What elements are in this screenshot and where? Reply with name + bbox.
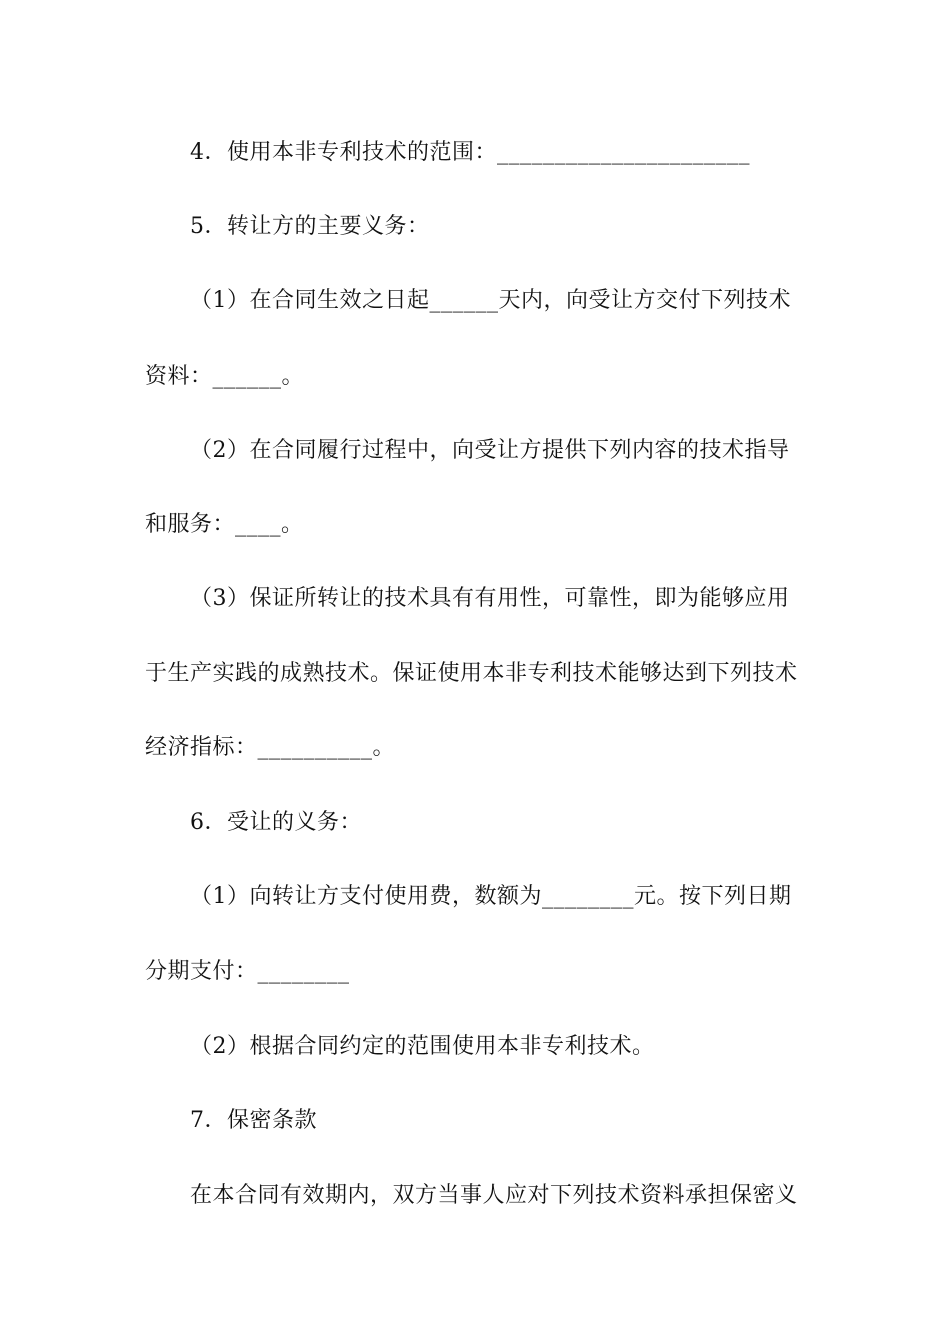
clause-7-heading: 7．保密条款 — [190, 1108, 317, 1133]
clause-7-body-line-1: 在本合同有效期内，双方当事人应对下列技术资料承担保密义 — [190, 1183, 798, 1208]
clause-6-1-line-1: （1）向转让方支付使用费，数额为________元。按下列日期 — [190, 884, 792, 909]
clause-6-2-line: （2）根据合同约定的范围使用本非专利技术。 — [190, 1034, 655, 1059]
clause-5-3-line-2: 于生产实践的成熟技术。保证使用本非专利技术能够达到下列技术 — [145, 661, 798, 686]
clause-5-1-line-1: （1）在合同生效之日起______天内，向受让方交付下列技术 — [190, 288, 791, 313]
clause-6-1-line-2: 分期支付：________ — [145, 959, 350, 984]
clause-5-2-line-2: 和服务：____。 — [145, 512, 304, 537]
clause-5-3-line-3: 经济指标：__________。 — [145, 735, 396, 760]
clause-5-1-line-2: 资料：______。 — [145, 364, 305, 389]
clause-5-3-line-1: （3）保证所转让的技术具有有用性，可靠性，即为能够应用 — [190, 586, 790, 611]
clause-5-heading: 5．转让方的主要义务： — [190, 214, 430, 239]
clause-5-2-line-1: （2）在合同履行过程中，向受让方提供下列内容的技术指导 — [190, 438, 790, 463]
clause-6-heading: 6．受让的义务： — [190, 810, 362, 835]
clause-4-scope: 4．使用本非专利技术的范围：______________________ — [190, 140, 750, 165]
